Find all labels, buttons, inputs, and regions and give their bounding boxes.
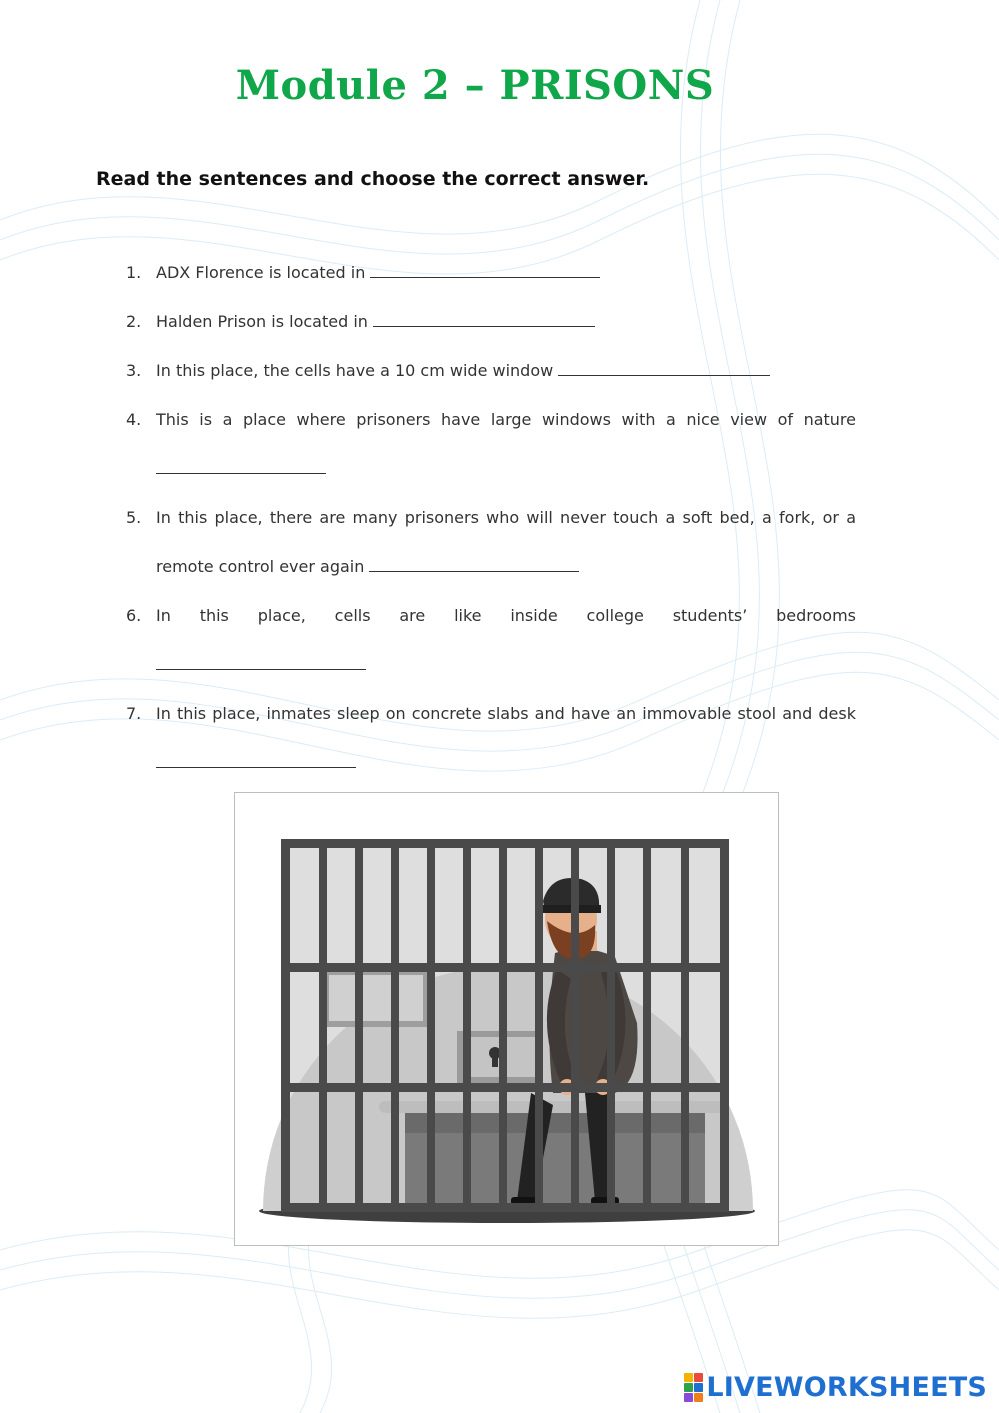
answer-blank[interactable]: [156, 459, 326, 474]
question-text: In this place, inmates sleep on concrete slabs and have an immovable stool and desk: [156, 704, 856, 723]
question-number: 5.: [126, 508, 142, 527]
instruction-text: Read the sentences and choose the correct answer.: [96, 168, 650, 190]
answer-blank[interactable]: [373, 312, 595, 327]
liveworksheets-logo-icon: [684, 1373, 703, 1402]
question-text: In this place, cells are like inside college students’ bedrooms: [156, 606, 856, 625]
answer-blank[interactable]: [369, 557, 579, 572]
question-number: 3.: [126, 361, 142, 380]
answer-blank[interactable]: [156, 753, 356, 768]
question-number: 2.: [126, 312, 142, 331]
question-item: [120, 591, 856, 689]
question-text: In this place, the cells have a 10 cm wide window: [156, 361, 554, 380]
liveworksheets-logo[interactable]: [684, 1372, 987, 1403]
question-text: Halden Prison is located in: [156, 312, 368, 331]
question-number: 6.: [126, 606, 142, 625]
page-title: Module 2 – PRISONS: [235, 62, 715, 109]
question-item: [120, 346, 856, 395]
question-item: [120, 689, 856, 787]
question-item: [120, 493, 856, 591]
question-text-line-1: In this place, there are many prisoners who will never touch a soft bed, a fork, or a: [156, 508, 856, 527]
answer-blank[interactable]: [156, 655, 366, 670]
question-number: 1.: [126, 263, 142, 282]
question-number: 4.: [126, 410, 142, 429]
question-text: ADX Florence is located in: [156, 263, 366, 282]
question-text: This is a place where prisoners have large windows with a nice view of nature: [156, 410, 856, 429]
question-list: [120, 248, 856, 787]
answer-blank[interactable]: [558, 361, 770, 376]
question-item: [120, 297, 856, 346]
question-text-line-2: remote control ever again: [156, 557, 365, 576]
prisoner-in-cell-illustration: [234, 792, 779, 1246]
question-item: [120, 395, 856, 493]
logo-text: LIVEWORKSHEETS: [706, 1372, 987, 1403]
question-number: 7.: [126, 704, 142, 723]
question-item: [120, 248, 856, 297]
answer-blank[interactable]: [370, 263, 600, 278]
